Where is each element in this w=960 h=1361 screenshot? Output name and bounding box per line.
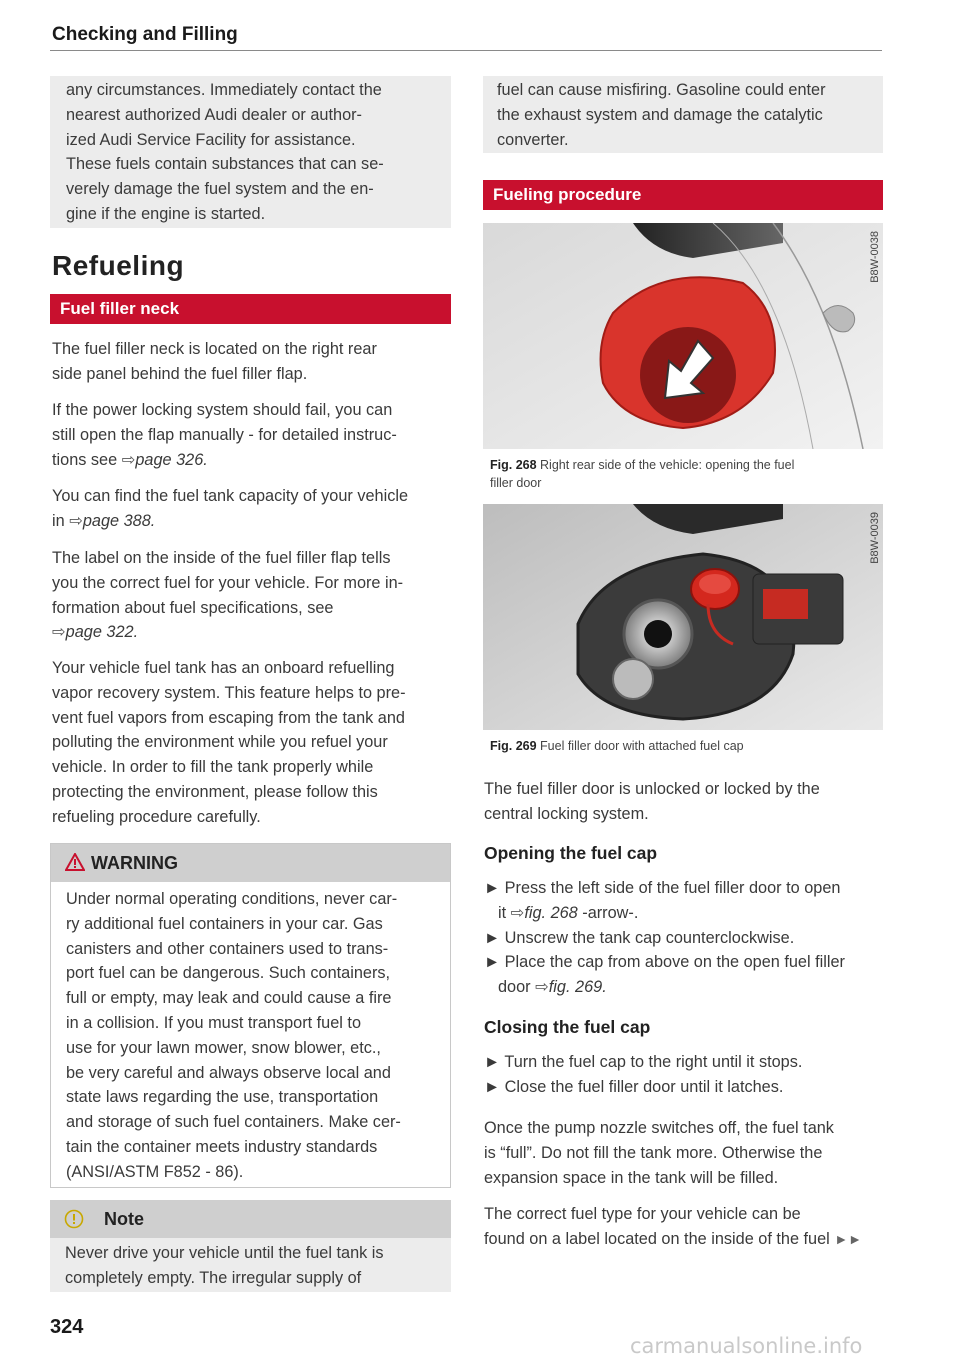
warning-triangle-icon bbox=[65, 853, 85, 871]
refueling-para-3 bbox=[52, 484, 452, 534]
text-line: side panel behind the fuel filler flap. bbox=[52, 364, 308, 383]
page-322-link[interactable]: page 322. bbox=[65, 623, 139, 642]
text-line: polluting the environment while you refuel your bbox=[52, 733, 388, 752]
text-line: any circumstances. Immediately contact the bbox=[66, 81, 382, 99]
figure-269-caption bbox=[490, 737, 880, 755]
text-line: the exhaust system and damage the catalytic bbox=[497, 105, 823, 124]
text-line: vent fuel vapors from escaping from the tank and bbox=[52, 708, 405, 727]
fig-268-link[interactable]: fig. 268 bbox=[524, 903, 578, 922]
text-line: is “full”. Do not fill the tank more. Otherwise the bbox=[484, 1143, 823, 1162]
refueling-para-4 bbox=[52, 546, 452, 645]
step-text: Place the cap from above on the open fuel filler bbox=[504, 953, 845, 972]
text-line: full or empty, may leak and could cause a fire bbox=[66, 989, 392, 1008]
triangle-bullet-icon: ► bbox=[484, 1053, 501, 1071]
page-number: 324 bbox=[50, 1316, 84, 1338]
refueling-para-5 bbox=[52, 656, 452, 830]
page-388-link[interactable]: page 388. bbox=[82, 511, 156, 530]
text-line: you the correct fuel for your vehicle. For more in- bbox=[52, 573, 404, 592]
text-line: If the power locking system should fail, you can bbox=[52, 401, 393, 419]
figure-268-caption bbox=[490, 456, 880, 492]
arrow-right-icon: ⇨ bbox=[121, 450, 136, 469]
text-line: The fuel filler neck is located on the right rear bbox=[52, 340, 377, 358]
fuel-door-open-illustration bbox=[483, 504, 883, 730]
text-fragment: in bbox=[52, 511, 70, 530]
closing-fuel-cap-heading: Closing the fuel cap bbox=[484, 1017, 651, 1037]
text-line: (ANSI/ASTM F852 - 86). bbox=[66, 1162, 244, 1181]
text-line: canisters and other containers used to trans- bbox=[66, 939, 389, 958]
text-line: fuel can cause misfiring. Gasoline could enter bbox=[497, 81, 826, 99]
warning-text bbox=[66, 887, 446, 1185]
continued-warning-box bbox=[50, 76, 451, 228]
triangle-bullet-icon: ► bbox=[484, 1077, 501, 1096]
text-line: You can find the fuel tank capacity of your vehicle bbox=[52, 487, 409, 505]
list-item bbox=[484, 1075, 884, 1100]
arrow-right-icon: ⇨ bbox=[69, 511, 83, 530]
note-title: Note bbox=[104, 1209, 144, 1229]
figure-code: B8W-0039 bbox=[869, 512, 881, 564]
text-line bbox=[52, 448, 452, 473]
refueling-para-1 bbox=[52, 337, 452, 387]
text-line: The fuel filler door is unlocked or locked by the bbox=[484, 780, 820, 798]
text-line: completely empty. The irregular supply of bbox=[65, 1268, 362, 1287]
text-fragment: -arrow-. bbox=[577, 903, 639, 922]
triangle-bullet-icon: ► bbox=[484, 928, 501, 947]
closing-steps bbox=[484, 1050, 884, 1100]
caption-line: filler door bbox=[490, 476, 542, 490]
text-line: use for your lawn mower, snow blower, etc., bbox=[66, 1038, 381, 1057]
list-item bbox=[484, 1050, 884, 1075]
text-line: state laws regarding the use, transportation bbox=[66, 1088, 379, 1107]
figure-label: Fig. 268 bbox=[490, 458, 537, 472]
caption-line bbox=[490, 456, 880, 474]
watermark: carmanualsonline.info bbox=[630, 1334, 863, 1358]
text-line: protecting the environment, please follow this bbox=[52, 782, 378, 801]
note-header bbox=[50, 1200, 451, 1238]
figure-269 bbox=[483, 504, 883, 730]
text-line: nearest authorized Audi dealer or author- bbox=[66, 105, 362, 124]
double-triangle-continue-icon: ►► bbox=[834, 1230, 863, 1247]
text-line: ized Audi Service Facility for assistance. bbox=[66, 130, 356, 149]
step-text: Unscrew the tank cap counterclockwise. bbox=[504, 928, 795, 947]
arrow-right-icon: ⇨ bbox=[510, 903, 525, 922]
caption-text: Fuel filler door with attached fuel cap bbox=[540, 739, 744, 753]
text-line: formation about fuel specifications, see bbox=[52, 598, 334, 617]
refueling-para-2 bbox=[52, 398, 452, 472]
triangle-bullet-icon: ► bbox=[484, 879, 501, 897]
text-line: gine if the engine is started. bbox=[66, 204, 266, 223]
figure-code: B8W-0038 bbox=[869, 231, 881, 283]
note-circle-icon bbox=[64, 1209, 84, 1229]
text-line: The label on the inside of the fuel filler flap tells bbox=[52, 549, 391, 567]
note-text bbox=[65, 1241, 445, 1291]
fueling-procedure-heading: Fueling procedure bbox=[483, 180, 883, 210]
arrow-right-icon: ⇨ bbox=[535, 978, 549, 997]
opening-steps bbox=[484, 876, 884, 1000]
step-text: Press the left side of the fuel filler door to open bbox=[504, 879, 841, 897]
text-line: and storage of such fuel containers. Make cer- bbox=[66, 1113, 401, 1132]
text-line: port fuel can be dangerous. Such containers, bbox=[66, 964, 391, 983]
fuel-door-closed-illustration bbox=[483, 223, 883, 449]
text-line: tain the container meets industry standards bbox=[66, 1137, 378, 1156]
text-line: refueling procedure carefully. bbox=[52, 807, 261, 826]
list-item-continuation bbox=[484, 975, 884, 1000]
continued-note-box bbox=[483, 76, 883, 153]
text-fragment: tions see bbox=[52, 450, 122, 469]
arrow-right-icon: ⇨ bbox=[52, 623, 66, 642]
text-fragment: it bbox=[498, 903, 511, 922]
header-rule bbox=[50, 50, 882, 51]
step-text: Close the fuel filler door until it latches. bbox=[504, 1077, 784, 1096]
step-text: Turn the fuel cap to the right until it stops. bbox=[504, 1053, 803, 1071]
opening-fuel-cap-heading: Opening the fuel cap bbox=[484, 843, 658, 863]
text-line: converter. bbox=[497, 130, 569, 149]
list-item bbox=[484, 876, 884, 901]
fuel-filler-neck-heading: Fuel filler neck bbox=[50, 294, 451, 324]
text-line: verely damage the fuel system and the en- bbox=[66, 180, 374, 199]
text-line: The correct fuel type for your vehicle can be bbox=[484, 1205, 801, 1223]
text-line: central locking system. bbox=[484, 804, 649, 823]
text-line: Under normal operating conditions, never car- bbox=[66, 890, 398, 908]
list-item bbox=[484, 926, 884, 951]
figure-268 bbox=[483, 223, 883, 449]
continued-warning-text bbox=[66, 78, 446, 227]
list-item-continuation bbox=[484, 901, 884, 926]
section-header: Checking and Filling bbox=[52, 24, 238, 45]
text-line: Never drive your vehicle until the fuel tank is bbox=[65, 1244, 384, 1262]
fuel-full-para bbox=[484, 1116, 884, 1190]
text-line bbox=[52, 620, 452, 645]
warning-title: WARNING bbox=[91, 853, 178, 873]
warning-box bbox=[50, 843, 451, 1188]
figure-label: Fig. 269 bbox=[490, 739, 537, 753]
continued-note-text bbox=[497, 78, 877, 152]
list-item bbox=[484, 950, 884, 975]
text-line: ry additional fuel containers in your car. Gas bbox=[66, 914, 383, 933]
text-fragment: found on a label located on the inside of the fuel bbox=[484, 1229, 830, 1248]
text-line: Once the pump nozzle switches off, the fuel tank bbox=[484, 1119, 834, 1137]
text-line: vapor recovery system. This feature helps to pre- bbox=[52, 683, 406, 702]
text-fragment: door bbox=[498, 978, 536, 997]
text-line: Your vehicle fuel tank has an onboard refuelling bbox=[52, 659, 395, 677]
text-line: These fuels contain substances that can se- bbox=[66, 155, 384, 174]
text-line bbox=[484, 1227, 884, 1252]
text-line: be very careful and always observe local and bbox=[66, 1063, 391, 1082]
fig-269-link[interactable]: fig. 269. bbox=[548, 978, 607, 997]
text-line bbox=[52, 509, 452, 534]
note-box bbox=[50, 1200, 451, 1292]
triangle-bullet-icon: ► bbox=[484, 953, 501, 972]
caption-text: Right rear side of the vehicle: opening the fuel bbox=[540, 458, 795, 472]
text-line: in a collision. If you must transport fuel to bbox=[66, 1013, 362, 1032]
warning-header bbox=[51, 844, 450, 882]
text-line: vehicle. In order to fill the tank properly while bbox=[52, 758, 374, 777]
refueling-heading: Refueling bbox=[52, 250, 185, 281]
page-326-link[interactable]: page 326. bbox=[135, 450, 208, 469]
fuel-type-para bbox=[484, 1202, 884, 1252]
text-line: expansion space in the tank will be filled. bbox=[484, 1168, 779, 1187]
fueling-intro bbox=[484, 777, 884, 827]
text-line: still open the flap manually - for detailed instruc- bbox=[52, 425, 397, 444]
